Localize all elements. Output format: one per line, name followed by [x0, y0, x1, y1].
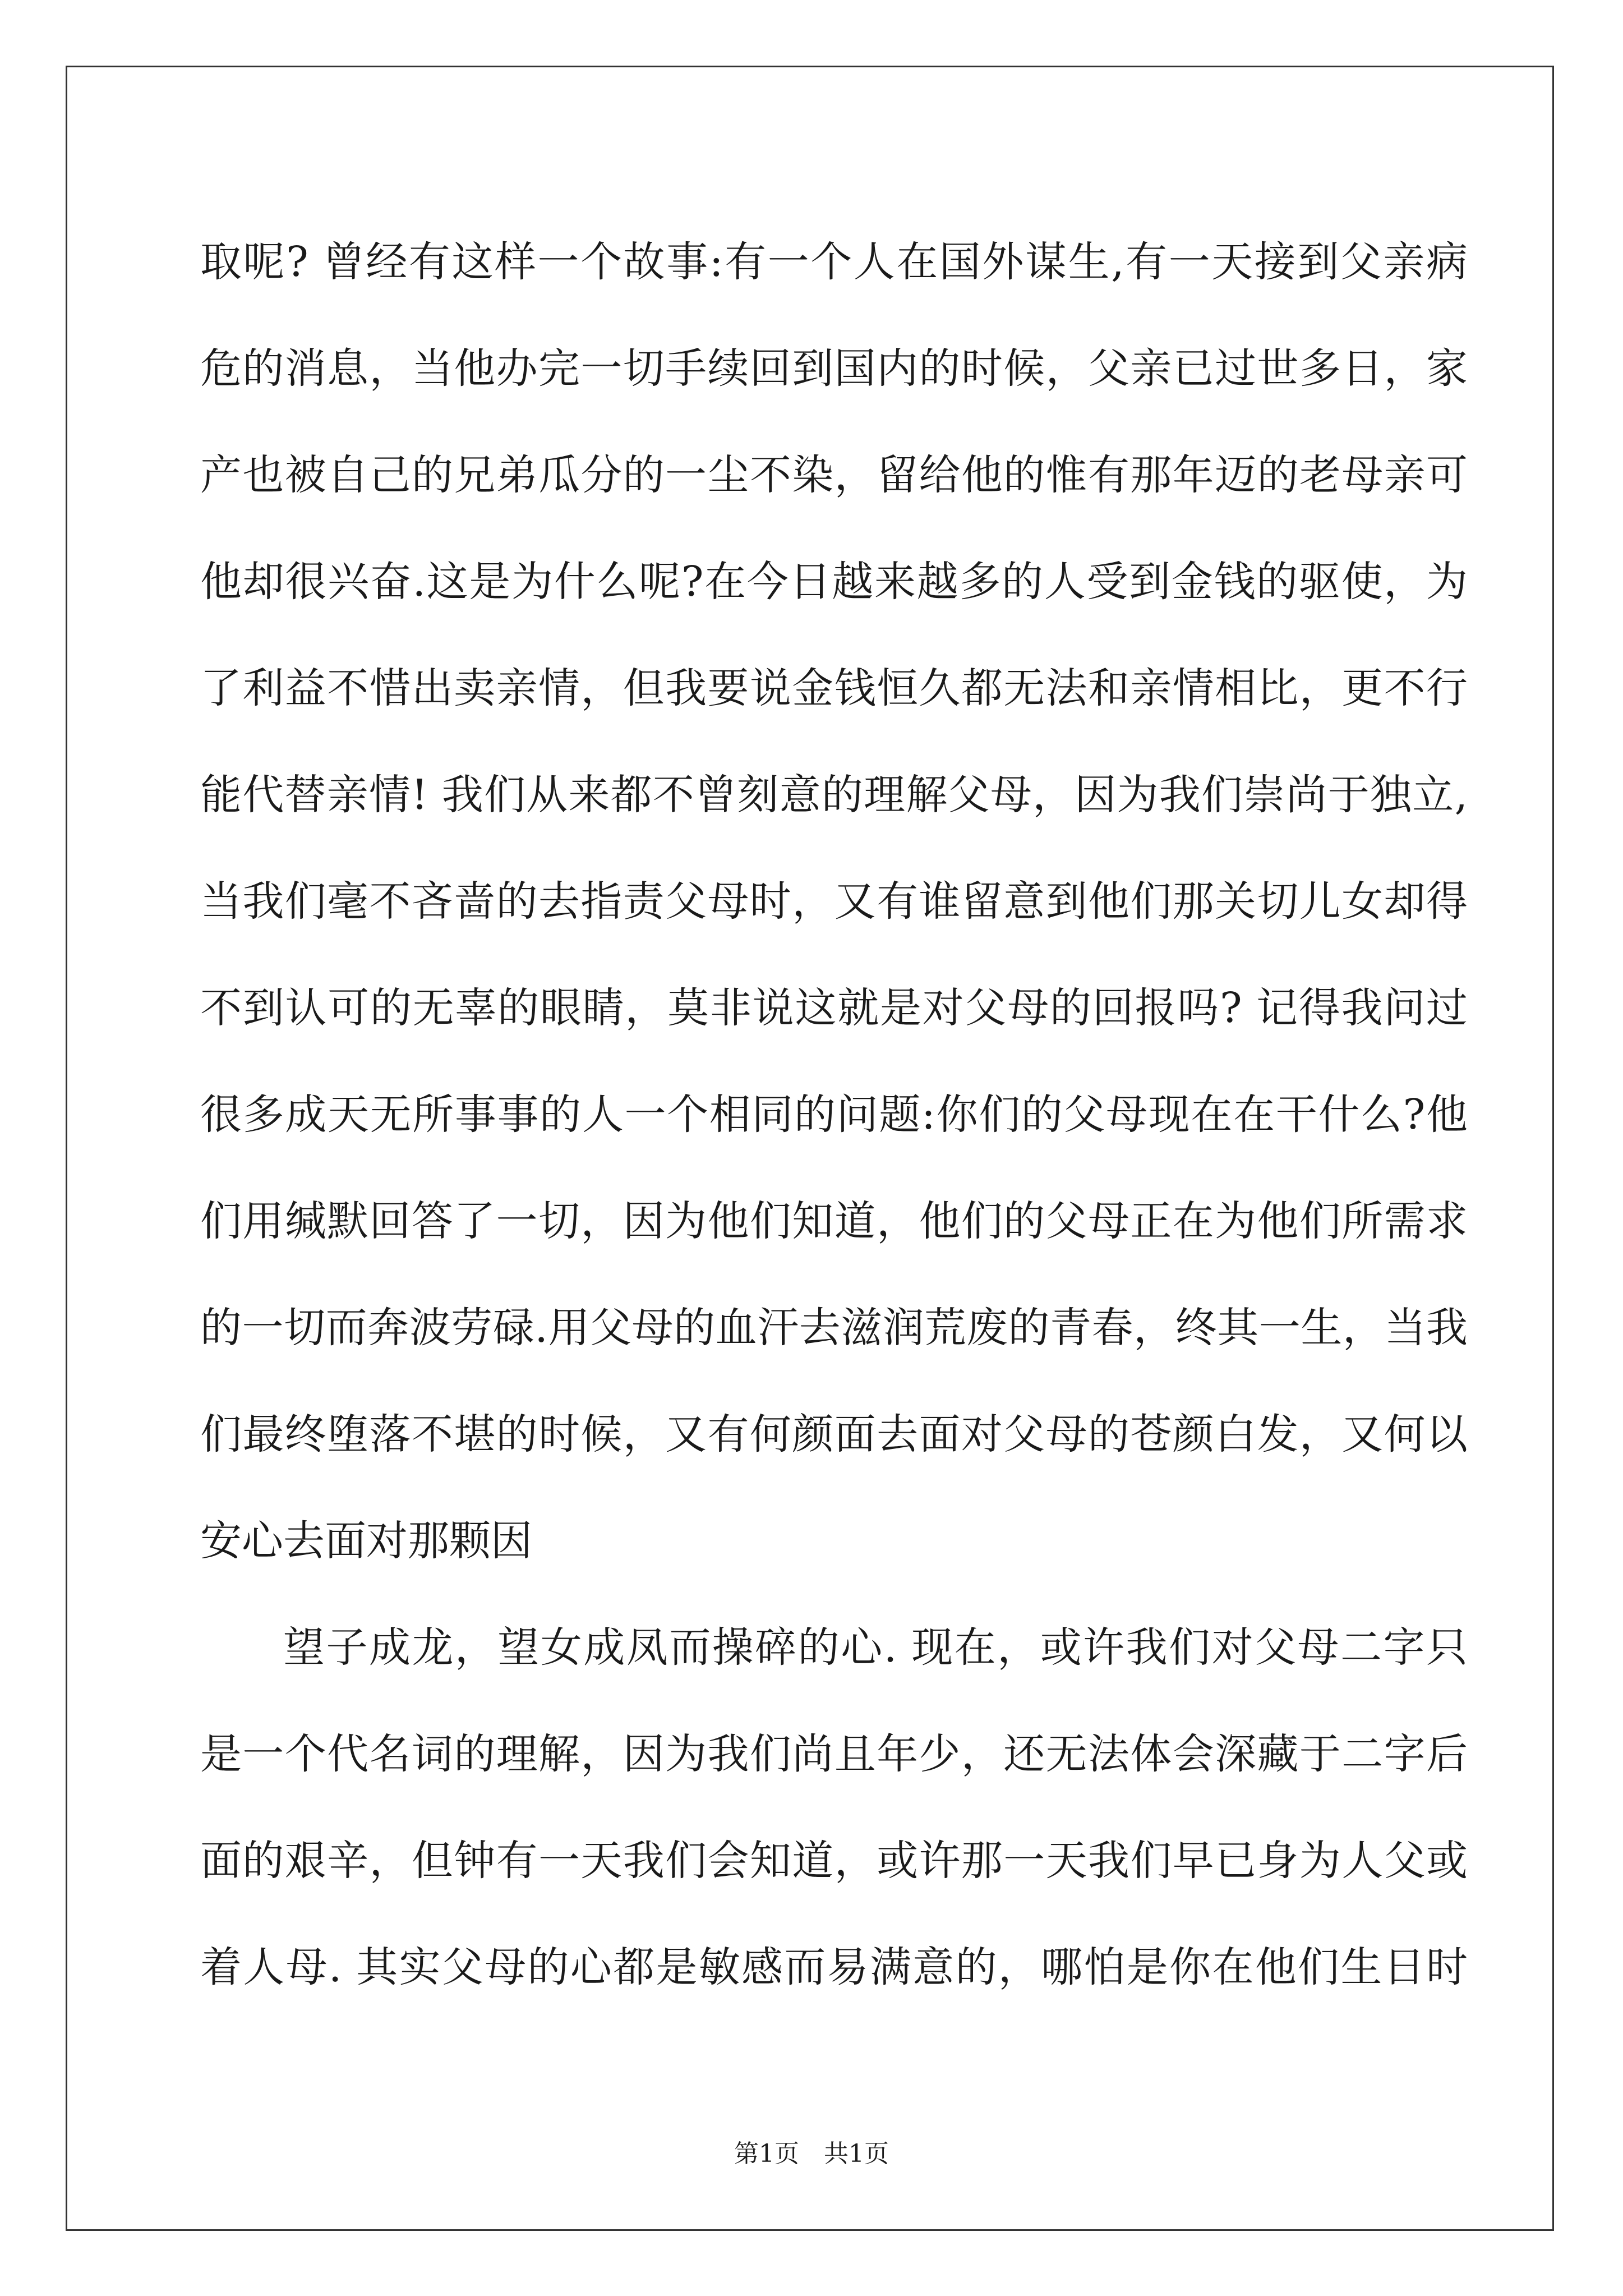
text-line: 着人母. 其实父母的心都是敏感而易满意的，哪怕是你在他们生日时 [200, 1943, 1468, 1991]
text-line: 产也被自己的兄弟瓜分的一尘不染，留给他的惟有那年迈的老母亲可 [200, 451, 1468, 499]
text-line: 危的消息，当他办完一切手续回到国内的时候，父亲已过世多日，家 [200, 344, 1468, 393]
document-body [200, 209, 1468, 2021]
text-line: 很多成天无所事事的人一个相同的问题:你们的父母现在在干什么?他 [200, 1091, 1468, 1139]
page-number: 第1页 共1页 [734, 2139, 889, 2168]
text-line: 们用缄默回答了一切，因为他们知道，他们的父母正在为他们所需求 [200, 1197, 1468, 1245]
text-line: 取呢? 曾经有这样一个故事:有一个人在国外谋生,有一天接到父亲病 [200, 238, 1468, 286]
text-line: 他却很兴奋.这是为什么呢?在今日越来越多的人受到金钱的驱使，为 [200, 558, 1468, 606]
text-line: 不到认可的无辜的眼睛，莫非说这就是对父母的回报吗? 记得我问过 [200, 984, 1468, 1032]
text-line: 面的艰辛，但钟有一天我们会知道，或许那一天我们早已身为人父或 [200, 1837, 1468, 1885]
text-line: 当我们毫不吝啬的去指责父母时，又有谁留意到他们那关切儿女却得 [200, 877, 1468, 926]
text-line: 能代替亲情! 我们从来都不曾刻意的理解父母，因为我们崇尚于独立, [200, 771, 1468, 819]
text-line: 了利益不惜出卖亲情，但我要说金钱恒久都无法和亲情相比，更不行 [200, 664, 1468, 712]
text-line: 望子成龙，望女成凤而操碎的心. 现在，或许我们对父母二字只 [283, 1623, 1468, 1672]
text-line: 的一切而奔波劳碌.用父母的血汗去滋润荒废的青春，终其一生，当我 [200, 1304, 1468, 1352]
text-line: 安心去面对那颗因 [200, 1517, 532, 1565]
text-line: 是一个代名词的理解，因为我们尚且年少，还无法体会深藏于二字后 [200, 1730, 1468, 1778]
text-line: 们最终堕落不堪的时候，又有何颜面去面对父母的苍颜白发，又何以 [200, 1410, 1468, 1458]
